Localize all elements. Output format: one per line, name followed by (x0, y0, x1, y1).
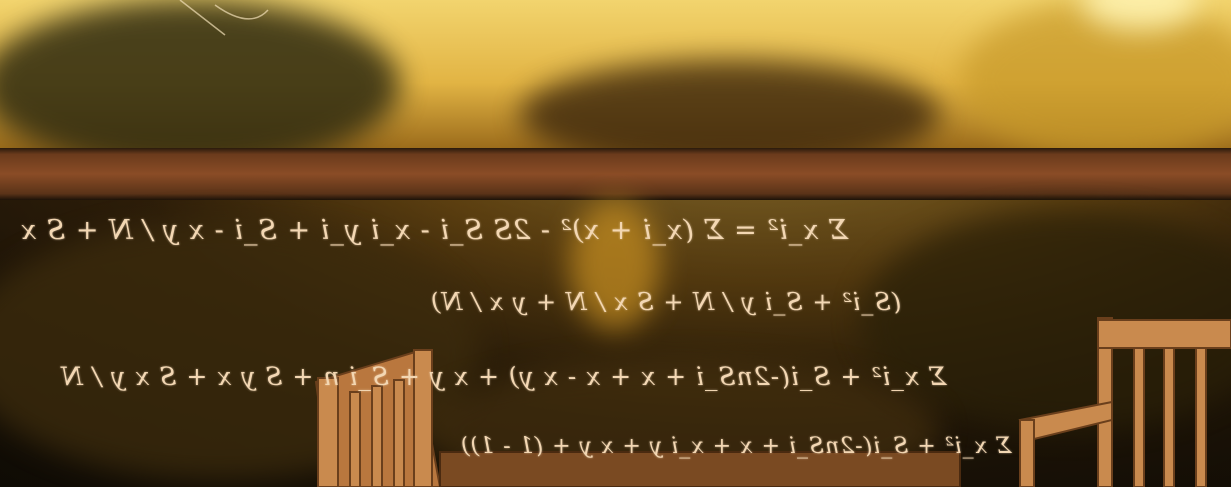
wooden-chair-right (1020, 318, 1231, 487)
equation-line-3: Σ x_i² + S_i(-2nS_i + x + x - x y) + x y + S_i n + S y x + S x y / N (60, 362, 947, 391)
equation-line-2: (S_i² + S_i y / N + S x / N + y x / N) (430, 288, 902, 316)
glass-scratches (180, 0, 268, 35)
equation-line-1: Σ x_i² = Σ (x_i + x)² - 2S S_i - x_i y_i + S_i - x y / N + S x (20, 215, 849, 246)
equation-line-4: Σ x_i² + S_i(-2nS_i + x + x_i y + x y + (1 - 1)) (460, 434, 1012, 459)
